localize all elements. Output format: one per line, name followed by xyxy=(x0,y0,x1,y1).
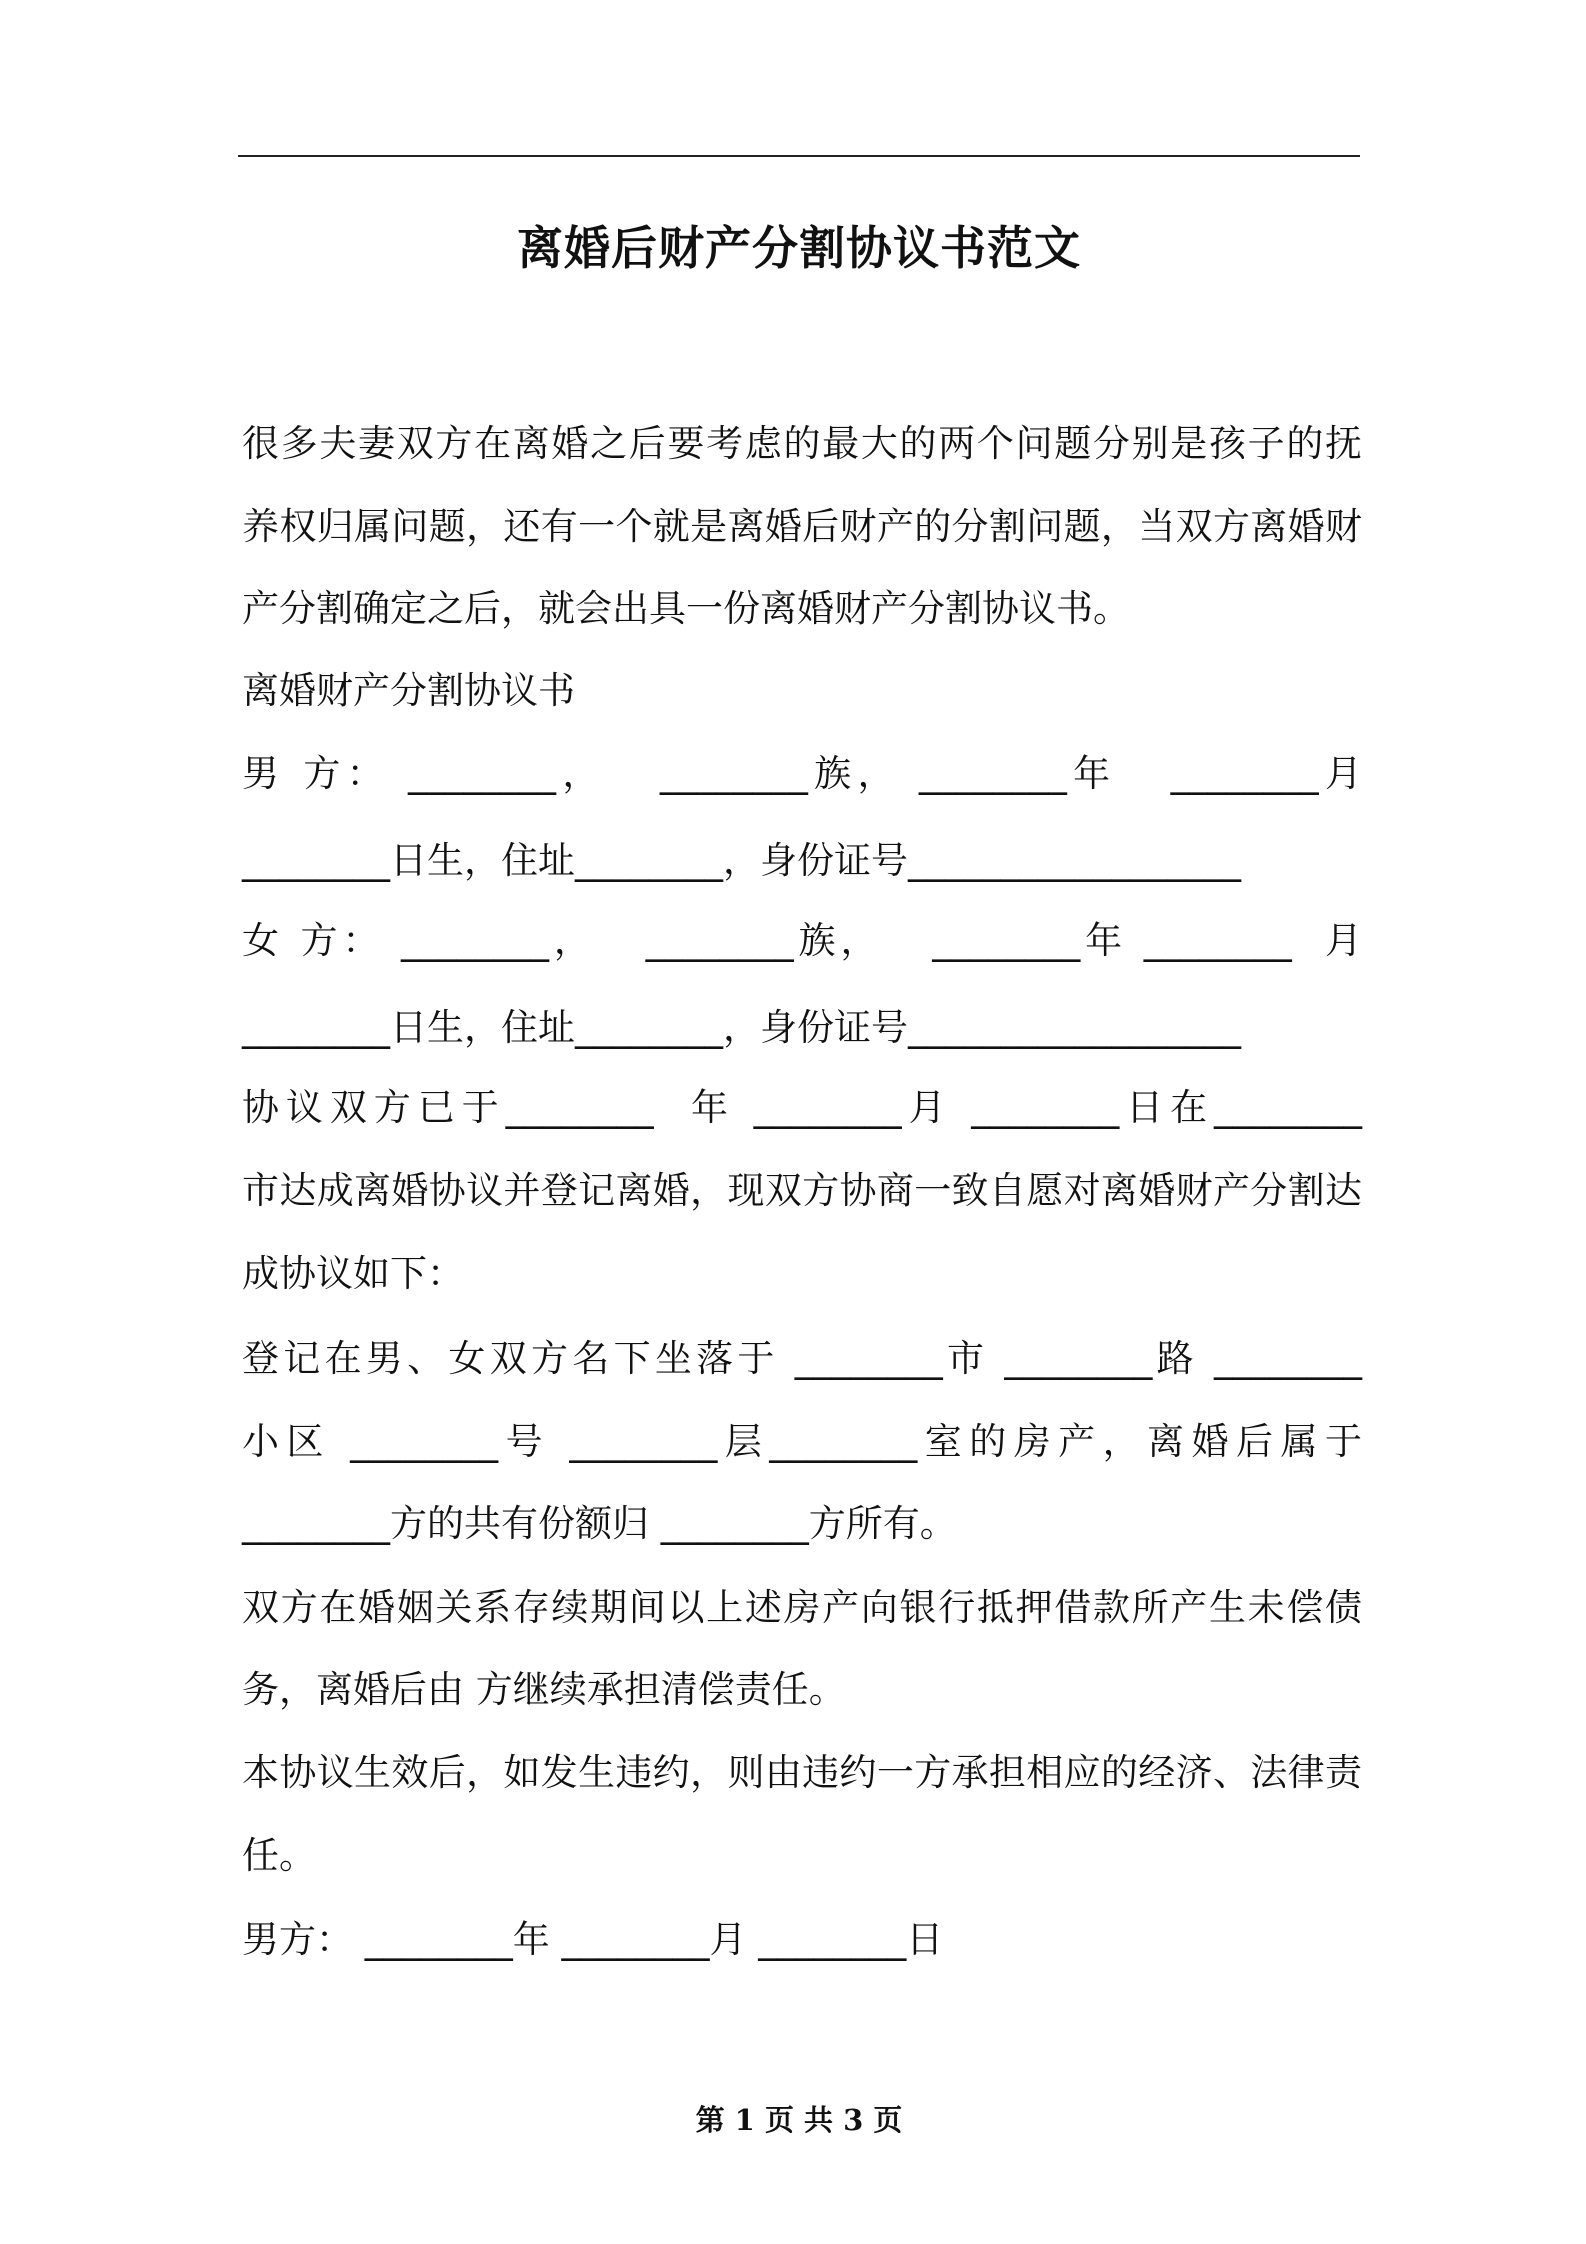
text-line: 小区 ________号 ________层________室的房产，离婚后属于 xyxy=(242,1420,1362,1463)
header-rule xyxy=(238,155,1360,157)
text-line: 任。 xyxy=(242,1834,316,1877)
text-line: 登记在男、女双方名下坐落于 ________市 ________路 ________ xyxy=(242,1337,1362,1380)
text-line: 很多夫妻双方在离婚之后要考虑的最大的两个问题分别是孩子的抚 xyxy=(242,422,1362,465)
text-line: 务，离婚后由 方继续承担清偿责任。 xyxy=(242,1668,846,1711)
text-line: 成协议如下： xyxy=(242,1252,464,1295)
text-line: 离婚财产分割协议书 xyxy=(242,669,575,712)
text-line: 女 方： ________， ________族， ________年 ________ 月 xyxy=(242,919,1362,962)
text-line: ________日生，住址________，身份证号__________________ xyxy=(242,839,1241,882)
text-line: 市达成离婚协议并登记离婚，现双方协商一致自愿对离婚财产分割达 xyxy=(242,1169,1362,1212)
page-number: 第 1 页 共 3 页 xyxy=(695,2103,903,2137)
text-line: 产分割确定之后，就会出具一份离婚财产分割协议书。 xyxy=(242,587,1130,630)
text-line: 养权归属问题，还有一个就是离婚后财产的分割问题，当双方离婚财 xyxy=(242,505,1362,548)
text-line: 本协议生效后，如发生违约，则由违约一方承担相应的经济、法律责 xyxy=(242,1751,1362,1794)
text-line: ________方的共有份额归 ________方所有。 xyxy=(242,1502,957,1545)
document-title: 离婚后财产分割协议书范文 xyxy=(517,221,1081,275)
text-line: 男 方： ________， ________族， ________年 ________月 xyxy=(242,752,1362,795)
text-line: 双方在婚姻关系存续期间以上述房产向银行抵押借款所产生未偿债 xyxy=(242,1586,1362,1629)
text-line: 协议双方已于________ 年 ________月 ________日在________ xyxy=(242,1086,1362,1129)
text-line: 男方： ________年 ________月 ________日 xyxy=(242,1918,944,1961)
text-line: ________日生，住址________，身份证号__________________ xyxy=(242,1006,1241,1049)
